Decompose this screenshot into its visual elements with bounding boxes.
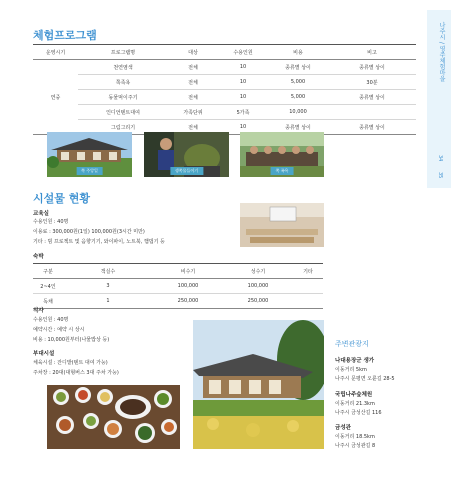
table-cell: 천연염색 [78,60,168,75]
page-number-left: 34 [437,155,443,162]
side-title: 나주시 / 영주체험마을 [438,22,445,82]
extra-line: 체육시설 : 잔디밭(텐트 대여 가능) [33,360,108,366]
table-cell: 2~4인 [33,279,63,294]
table-cell [293,279,323,294]
table-cell: 100,000 [153,279,223,294]
table-cell: 그림그리기 [78,120,168,135]
photo-caption: 쪽 족욕 [271,167,294,175]
education-line: 수용인원 : 40명 [33,219,69,225]
table-cell: 30분 [328,75,416,90]
photo-dyeing [144,132,229,177]
nearby-item-line: 나주시 문평면 오륜길 28-5 [335,376,395,382]
extra-line: 주차장 : 20대(대형버스 3대 주차 가능) [33,370,119,376]
table-cell: 전체 [168,75,218,90]
nearby-item-line: 이동거리 18.5km [335,434,375,440]
period-cell: 연중 [33,60,78,135]
table-cell: 3 [63,279,153,294]
table-row [33,75,416,90]
table-row [33,294,323,309]
program-table-header [33,45,416,60]
nearby-item-line: 이동거리 5km [335,367,367,373]
table-cell: 250,000 [153,294,223,309]
table-row [33,105,416,120]
table-cell: 독채 [33,294,63,309]
lodging-table [33,263,323,309]
table-cell: 5,000 [268,75,328,90]
header-rooms: 객실수 [63,264,153,279]
header-target: 대상 [168,45,218,60]
table-cell: 10 [218,90,268,105]
header-program: 프로그램명 [78,45,168,60]
table-cell: 전체 [168,60,218,75]
header-note: 비고 [328,45,416,60]
table-cell: 10 [218,120,268,135]
table-cell: 인디언텐트대여 [78,105,168,120]
table-cell: 250,000 [223,294,293,309]
table-cell: 10 [218,75,268,90]
table-cell: 종류별 상이 [328,60,416,75]
table-cell: 10,000 [268,105,328,120]
dining-line: 수용인원 : 40명 [33,317,69,323]
table-cell [328,105,416,120]
header-offseason: 비수기 [153,264,223,279]
table-cell: 전체 [168,120,218,135]
dining-line: 비용 : 10,000원부터(나물밥상 등) [33,337,110,343]
table-row [33,90,416,105]
nearby-item-name: 금성관 [335,425,351,431]
table-cell: 종류별 상이 [268,60,328,75]
photo-caption: 생쪽물들이기 [170,167,203,175]
hanok-large-image [193,320,324,449]
education-title: 교육실 [33,211,49,217]
table-cell: 100,000 [223,279,293,294]
header-peakseason: 성수기 [223,264,293,279]
table-cell: 5,000 [268,90,328,105]
photo-caption: 쪽 주앙일 [76,167,103,175]
education-line: 이용료 : 300,000원(1일) 100,000원(3시간 미만) [33,229,145,235]
table-row [33,60,416,75]
nearby-item-name: 국립나주숲체원 [335,392,373,398]
education-line: 기타 : 빔 프로젝트 및 음향기기, 와이파이, 노트북, 햄댑기 등 [33,239,165,245]
table-cell: 종류별 상이 [328,120,416,135]
table-cell: 종류별 상이 [268,120,328,135]
photo-hanok-courtyard [47,132,132,177]
dining-line: 예약시간 : 예약 시 상시 [33,327,85,333]
page-number-right: 35 [437,172,443,179]
extra-title: 부대시설 [33,351,55,357]
lodging-table-header [33,264,323,279]
header-type: 구분 [33,264,63,279]
nearby-item-line: 나주시 금성관길 8 [335,443,376,449]
nearby-item-line: 이동거리 21.3km [335,401,375,407]
table-cell [293,294,323,309]
table-cell: 10 [218,60,268,75]
table-cell: 쪽족욕 [78,75,168,90]
food-image [47,385,180,449]
nearby-item-name: 나대용장군 생가 [335,358,375,364]
table-cell: 1 [63,294,153,309]
header-etc: 기타 [293,264,323,279]
nearby-item-line: 나주시 금성산길 116 [335,410,382,416]
table-cell: 전체 [168,90,218,105]
section-title-facilities: 시설물 현황 [33,192,90,205]
section-title-programs: 체험프로그램 [33,29,97,42]
table-cell: 가족단위 [168,105,218,120]
dining-title: 식사 [33,308,44,314]
photo-footbath [240,132,324,177]
header-period: 운영시기 [33,45,78,60]
nearby-title: 주변관광지 [335,340,369,348]
table-cell: 동물먹이주기 [78,90,168,105]
photo-classroom [240,203,324,247]
table-cell: 5가족 [218,105,268,120]
lodging-title: 숙박 [33,254,44,260]
header-capacity: 수용인원 [218,45,268,60]
photo-food [47,385,180,449]
classroom-image [240,203,324,247]
photo-hanok-large [193,320,324,449]
table-cell: 종류별 상이 [328,90,416,105]
header-cost: 비용 [268,45,328,60]
program-table [33,44,416,135]
table-row [33,279,323,294]
